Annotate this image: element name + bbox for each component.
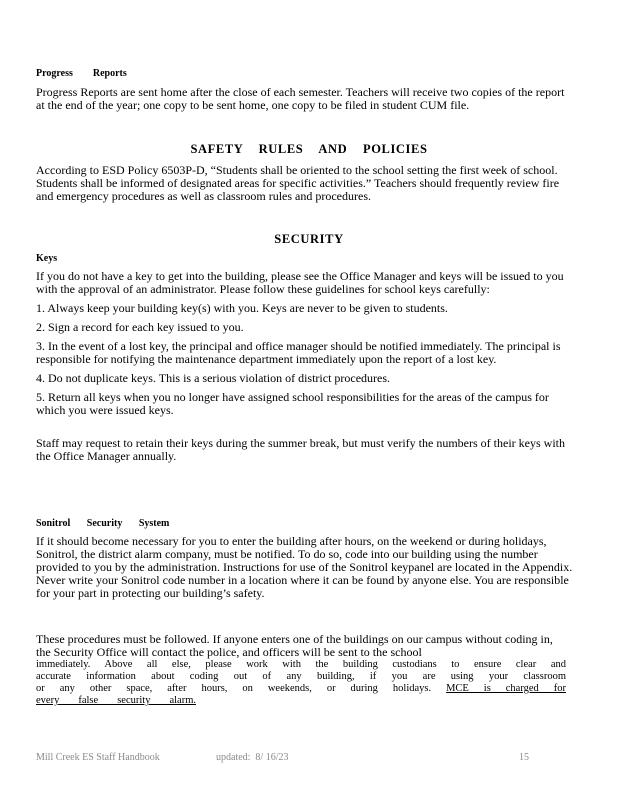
progress-section <box>36 68 574 112</box>
progress-heading: Progress Reports <box>36 68 127 79</box>
safety-heading: SAFETY RULES AND POLICIES <box>190 142 428 156</box>
security-heading: SECURITY <box>274 232 344 246</box>
key-rule-5: 5. Return all keys when you no longer have assigned school responsibilities for the areas of the campus for which you were issued keys. <box>36 390 549 417</box>
key-rule-2: 2. Sign a record for each key issued to you. <box>36 320 244 334</box>
sonitrol-section <box>36 518 574 600</box>
procedures-line-c-text: or any other space, after hours, on weekends, or during holidays. <box>36 683 432 694</box>
key-rule-4: 4. Do not duplicate keys. This is a serious violation of district procedures. <box>36 371 391 385</box>
keys-intro: If you do not have a key to get into the building, please see the Office Manager and keys will be issued to you with the approval of an administrator. Please follow these guidelines for school keys carefully: <box>36 269 564 296</box>
key-rule-3: 3. In the event of a lost key, the principal and office manager should be notified immediately. The principal is responsible for notifying the maintenance department immediately upon the report of a lost key. <box>36 339 561 366</box>
key-rule-1: 1. Always keep your building key(s) with you. Keys are never to be given to students. <box>36 301 448 315</box>
progress-text: Progress Reports are sent home after the close of each semester. Teachers will receive two copies of the report at the end of the year; one copy to be sent home, one copy to be filed in student CUM file. <box>36 85 565 112</box>
safety-text: According to ESD Policy 6503P-D, “Students shall be oriented to the school setting the first week of school. Students shall be informed of designated areas for specific activities.” Teachers should frequently review fire and emergency procedures as well as classroom rules and procedures. <box>36 163 560 203</box>
procedures-line-a: immediately. Above all else, please work with the building custodians to ensure clear and <box>36 659 566 670</box>
summer-keys-text: Staff may request to retain their keys during the summer break, but must verify the numbers of their keys with the Office Manager annually. <box>36 436 565 463</box>
procedures-section <box>36 633 566 707</box>
procedures-text: These procedures must be followed. If anyone enters one of the buildings on our campus without coding in, the Security Office will contact the police, and officers will be sent to the school <box>36 632 553 659</box>
false-alarm-text: every false security alarm <box>36 695 194 706</box>
procedures-line-d: every false security alarm. <box>36 695 196 706</box>
sonitrol-text: If it should become necessary for you to enter the building after hours, on the weekend or during holidays, Sonitrol, the district alarm company, must be notified. To do so, code into our building using the number provided to you by the administration. Instructions for use of the Sonitrol keypanel are located in the Appendix. Never write your Sonitrol code number in a location where it can be found by anyone else. You are responsible for your part in protecting our building’s safety. <box>36 534 573 600</box>
mce-charged-text: MCE is charged for <box>446 683 566 694</box>
sonitrol-heading: Sonitrol Security System <box>36 518 170 529</box>
procedures-line-b: accurate information about coding out of any building, if you are using your classroom <box>36 671 566 682</box>
keys-heading: Keys <box>36 253 58 264</box>
page-number: 15 <box>519 752 529 763</box>
procedures-line-c <box>36 683 566 695</box>
footer-handbook: Mill Creek ES Staff Handbook <box>36 752 160 763</box>
keys-section <box>36 253 574 463</box>
safety-section <box>36 164 574 203</box>
footer-updated: updated: 8/ 16/23 <box>216 752 289 763</box>
